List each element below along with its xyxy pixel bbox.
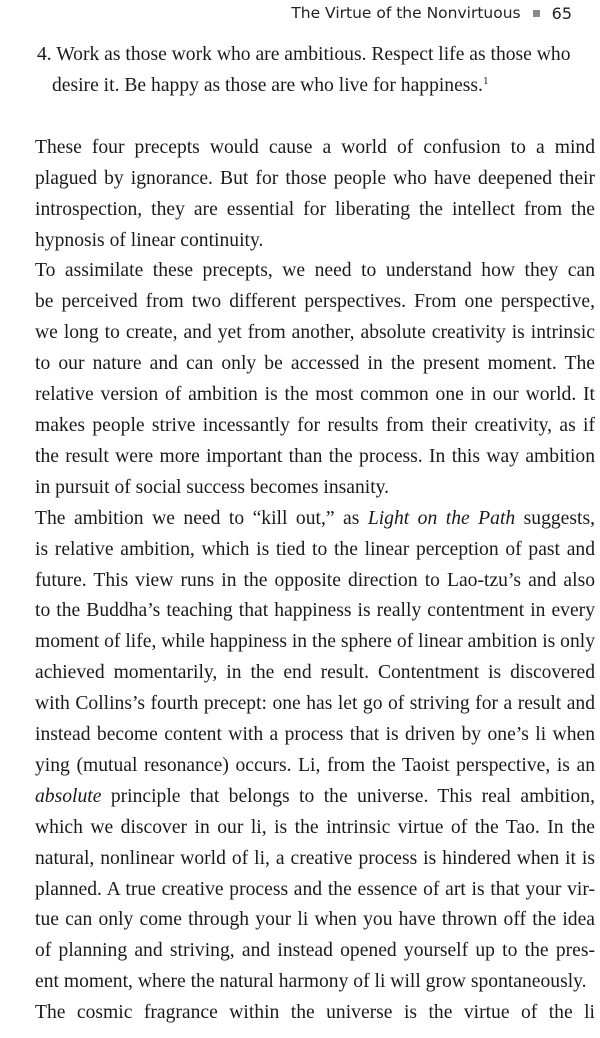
text-run: principle that belongs to the universe. This real ambition,	[101, 785, 595, 807]
text-line	[35, 782, 595, 813]
text-line: with Collins’s fourth precept: one has let go of striving for a result and	[35, 693, 595, 715]
text-line: plagued by ignorance. But for those people who have deepened their	[35, 167, 595, 189]
text-run: The ambition we need to “kill out,” as	[35, 507, 368, 529]
text-line: natural, nonlinear world of li, a creative process is hindered when it is	[35, 847, 595, 869]
section-spacer	[35, 102, 595, 133]
chapter-title: The Virtue of the Nonvirtuous	[291, 4, 521, 22]
precept-line	[37, 71, 595, 102]
page-body	[35, 40, 595, 1029]
text-line: makes people strive incessantly for results from their creativity, as if	[35, 414, 595, 436]
text-line: achieved momentarily, in the end result. Contentment is discovered	[35, 662, 595, 684]
text-line: hypnosis of linear continuity.	[35, 229, 264, 251]
paragraph	[35, 133, 595, 257]
text-line: of planning and striving, and instead opened yourself up to the pres-	[35, 940, 595, 962]
text-line: is relative ambition, which is tied to the linear perception of past and	[35, 538, 595, 560]
text-line: the result were more important than the process. In this way ambition	[35, 445, 595, 467]
text-line: we long to create, and yet from another, absolute creativity is intrinsic	[35, 322, 595, 344]
text-line	[35, 504, 595, 535]
text-line: be perceived from two different perspectives. From one perspective,	[35, 291, 595, 313]
text-line: introspection, they are essential for liberating the intellect from the	[35, 198, 595, 220]
precept-text: desire it. Be happy as those are who live for happiness.	[52, 74, 483, 96]
text-line: To assimilate these precepts, we need to understand how they can	[35, 260, 595, 282]
page-number: 65	[551, 3, 572, 23]
text-run: suggests,	[515, 507, 595, 529]
text-line: future. This view runs in the opposite direction to Lao-tzu’s and also	[35, 569, 595, 591]
square-bullet-icon	[533, 10, 540, 17]
text-line: ent moment, where the natural harmony of li will grow spontaneously.	[35, 971, 587, 993]
text-line: instead become content with a process that is driven by one’s li when	[35, 724, 595, 746]
book-title: Light on the Path	[367, 507, 516, 529]
text-line: to the Buddha’s teaching that happiness is really contentment in every	[35, 600, 595, 622]
text-line: to our nature and can only be accessed in the present moment. The	[35, 353, 595, 375]
text-line: These four precepts would cause a world of confusion to a mind	[35, 136, 595, 158]
text-line: which we discover in our li, is the intrinsic virtue of the Tao. In the	[35, 816, 595, 838]
precept-quote	[35, 40, 595, 102]
text-line: moment of life, while happiness in the sphere of linear ambition is only	[35, 631, 595, 653]
emphasis: absolute	[35, 785, 102, 807]
running-header	[291, 0, 572, 26]
paragraph	[35, 998, 595, 1029]
text-line: relative version of ambition is the most common one in our world. It	[35, 384, 595, 406]
text-line: in pursuit of social success becomes insanity.	[35, 476, 390, 498]
text-line: tue can only come through your li when you have thrown off the idea	[35, 909, 595, 931]
precept-line: 4. Work as those work who are ambitious. Respect life as those who	[37, 44, 571, 65]
text-line: planned. A true creative process and the essence of art is that your vir-	[35, 878, 595, 900]
paragraph	[35, 256, 595, 503]
footnote-marker: 1	[482, 74, 489, 87]
text-line: The cosmic fragrance within the universe is the virtue of the li	[35, 1002, 595, 1024]
text-line: ying (mutual resonance) occurs. Li, from the Taoist perspective, is an	[35, 754, 595, 776]
paragraph	[35, 504, 595, 999]
